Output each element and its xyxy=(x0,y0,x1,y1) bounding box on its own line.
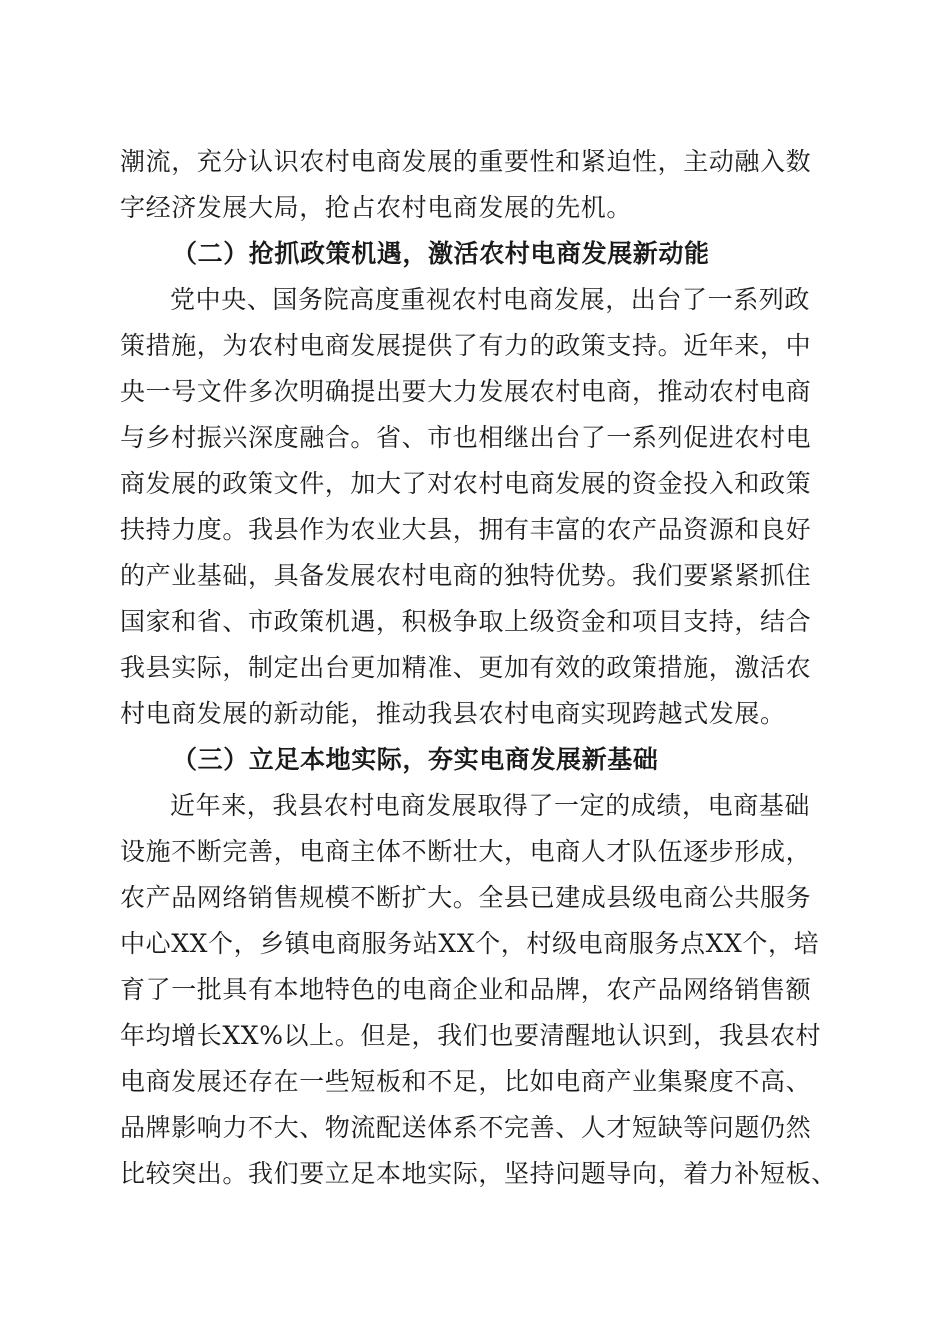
section-heading-2: （二）抢抓政策机遇，激活农村电商发展新动能 xyxy=(172,239,710,268)
paragraph-line: 中心XX个，乡镇电商服务站XX个，村级电商服务点XX个，培 xyxy=(120,929,820,958)
paragraph-line: 的产业基础，具备发展农村电商的独特优势。我们要紧紧抓住 xyxy=(120,561,812,590)
paragraph-line: 比较突出。我们要立足本地实际，坚持问题导向，着力补短板、 xyxy=(120,1159,837,1188)
paragraph-line: 农产品网络销售规模不断扩大。全县已建成县级电商公共服务 xyxy=(120,883,812,912)
paragraph-line: 我县实际，制定出台更加精准、更加有效的政策措施，激活农 xyxy=(120,653,812,682)
paragraph-line: 与乡村振兴深度融合。省、市也相继出台了一系列促进农村电 xyxy=(120,423,812,452)
paragraph-line: 育了一批具有本地特色的电商企业和品牌，农产品网络销售额 xyxy=(120,975,812,1004)
paragraph-line: 字经济发展大局，抢占农村电商发展的先机。 xyxy=(120,193,633,222)
paragraph-line: 党中央、国务院高度重视农村电商发展，出台了一系列政 xyxy=(170,285,811,314)
paragraph-line: 电商发展还存在一些短板和不足，比如电商产业集聚度不高、 xyxy=(120,1067,812,1096)
paragraph-line: 策措施，为农村电商发展提供了有力的政策支持。近年来，中 xyxy=(120,331,812,360)
paragraph-line: 年均增长XX%以上。但是，我们也要清醒地认识到，我县农村 xyxy=(120,1021,822,1050)
paragraph-line: 商发展的政策文件，加大了对农村电商发展的资金投入和政策 xyxy=(120,469,812,498)
paragraph-line: 国家和省、市政策机遇，积极争取上级资金和项目支持，结合 xyxy=(120,607,812,636)
paragraph-line: 品牌影响力不大、物流配送体系不完善、人才短缺等问题仍然 xyxy=(120,1113,812,1142)
paragraph-line: 设施不断完善，电商主体不断壮大，电商人才队伍逐步形成， xyxy=(120,837,812,866)
paragraph-line: 央一号文件多次明确提出要大力发展农村电商，推动农村电商 xyxy=(120,377,812,406)
paragraph-line: 潮流，充分认识农村电商发展的重要性和紧迫性，主动融入数 xyxy=(120,147,812,176)
paragraph-line: 村电商发展的新动能，推动我县农村电商实现跨越式发展。 xyxy=(120,699,786,728)
paragraph-line: 扶持力度。我县作为农业大县，拥有丰富的农产品资源和良好 xyxy=(120,515,812,544)
section-heading-3: （三）立足本地实际，夯实电商发展新基础 xyxy=(172,745,659,774)
paragraph-line: 近年来，我县农村电商发展取得了一定的成绩，电商基础 xyxy=(170,791,811,820)
